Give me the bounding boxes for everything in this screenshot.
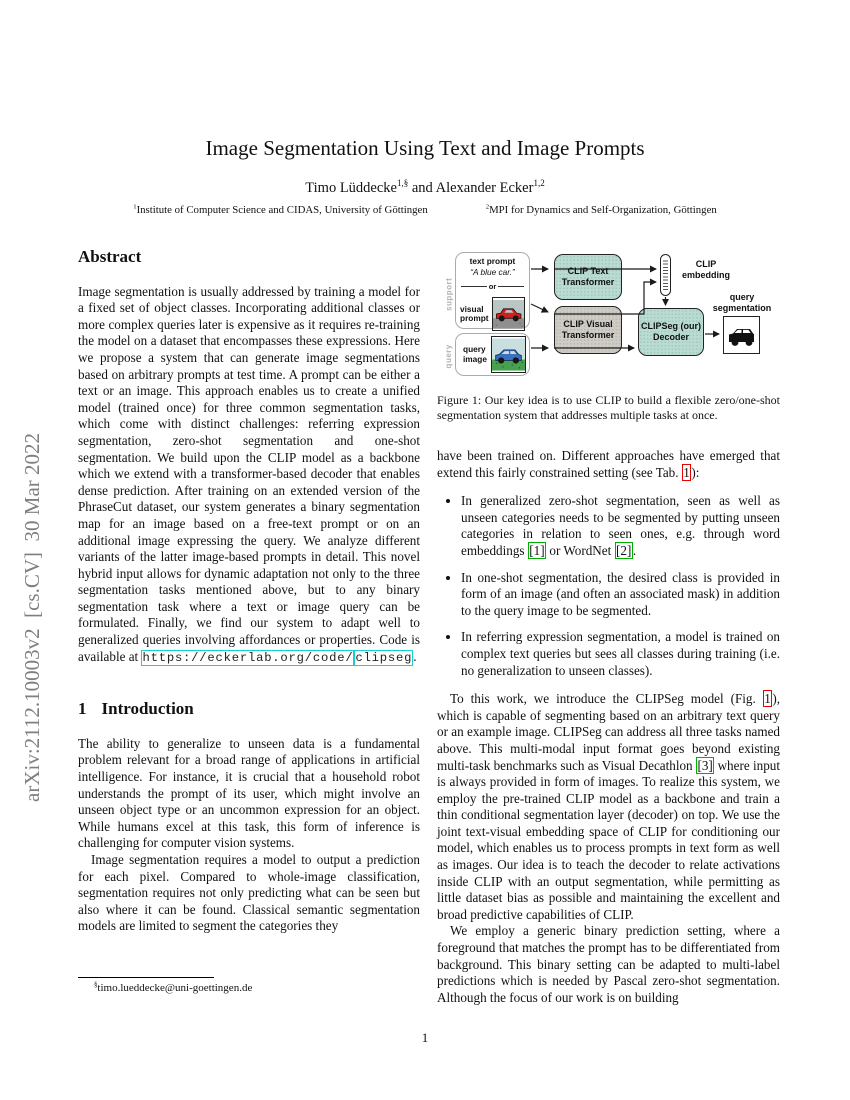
citation-2-link[interactable]: [2] <box>616 542 632 558</box>
decoder-line1: CLIPSeg (our) <box>641 321 701 331</box>
footnote <box>78 977 420 994</box>
figure-1-reference-link[interactable]: 1 <box>764 691 771 707</box>
affiliation-2 <box>486 204 717 216</box>
query-image-line1: query <box>463 344 486 354</box>
abstract-text: Image segmentation is usually addressed by training a model for a fixed set of object classes. Incorporating additional classes or more complex queries later is expensive as it requires re-training the model on a dataset that encompasses these expressions. Here we propose a system that can generate image segmentations based on arbitrary prompts at test time. A prompt can be either a text or an image. This approach enables us to create a unified model (trained once) for three common segmentation tasks, which come with distinct challenges: referring expression segmentation, zero-shot segmentation and one-shot segmentation. We build upon the CLIP model as a backbone which we extend with a transformer-based decoder that enables dense prediction. After training on an extended version of the PhraseCut dataset, our system generates a binary segmentation map for an image based on a free-text prompt or on an additional image expressing the query. We analyze different variants of the latter image-based prompts in detail. This novel hybrid input allows for dynamic adaptation not only to the three segmentation tasks mentioned above, but to any binary segmentation task where a text or image query can be formulated. Finally, we find our system to adapt well to generalized queries involving affordances or properties. Code is available at <box>78 283 420 664</box>
right-paragraph-1 <box>437 448 780 481</box>
affiliations-line <box>0 204 850 216</box>
bullet-zero-shot <box>461 493 780 559</box>
decoder-line2: Decoder <box>652 332 689 342</box>
introduction-heading <box>78 701 420 718</box>
task-bullet-list <box>437 493 780 679</box>
clipseg-decoder-box <box>638 308 704 356</box>
clip-visual-line1: CLIP Visual <box>563 319 613 329</box>
affiliation-2-sup: 2 <box>485 203 490 211</box>
clip-visual-transformer-box <box>554 306 622 354</box>
figure-1-caption: Figure 1: Our key idea is to use CLIP to build a flexible zero/one-shot segmentation system that addresses multiple tasks at once. <box>437 393 780 422</box>
table-1-reference-link[interactable]: 1 <box>683 464 690 480</box>
support-prompt-box <box>455 252 530 329</box>
paper-title: Image Segmentation Using Text and Image Prompts <box>205 136 645 160</box>
abstract-body <box>78 284 420 667</box>
abstract-heading: Abstract <box>78 247 142 266</box>
citation-1-link[interactable]: [1] <box>529 542 545 558</box>
footnote-email[interactable]: timo.lueddecke@uni-goettingen.de <box>97 982 253 994</box>
clip-embedding-label <box>674 259 738 280</box>
seg-label-line1: query <box>729 292 755 302</box>
page-number: 1 <box>421 1030 429 1045</box>
text-prompt-value: “A blue car.” <box>470 266 515 277</box>
citation-3-link[interactable]: [3] <box>697 757 713 773</box>
section-title: Introduction <box>101 699 194 719</box>
right-paragraph-3: We employ a generic binary prediction setting, where a foreground that matches the prompt has to be differentiated from background. This binary setting can be adapted to multi-label predictions which is needed by Pascal zero-shot segmentation. Although the focus of our work is on building <box>437 923 780 1005</box>
rc-p1-text: have been trained on. Different approaches have emerged that extend this fairly constrained setting (see Tab. <box>437 448 780 480</box>
author-2-sup: 1,2 <box>533 178 545 189</box>
author-1: Timo Lüddecke <box>305 180 397 196</box>
query-image-box <box>455 333 530 376</box>
footnote-text <box>78 982 420 994</box>
bullet1-text: In generalized zero-shot segmentation, seen as well as unseen categories needs to be segmented by putting unseen categories in relation to seen ones, e.g. through word embeddings <box>461 493 780 558</box>
abstract-final-period: . <box>413 648 417 664</box>
query-rotated-label: query <box>443 344 453 369</box>
affiliation-2-text: MPI for Dynamics and Self-Organization, Göttingen <box>489 204 717 216</box>
right-column <box>437 248 780 1006</box>
author-2: Alexander Ecker <box>435 180 534 196</box>
affiliation-1 <box>133 204 428 216</box>
author-separator: and <box>408 180 436 196</box>
affiliation-1-text: Institute of Computer Science and CIDAS, University of Göttingen <box>136 204 428 216</box>
clip-embedding-icon <box>660 254 671 296</box>
seg-label-line2: segmentation <box>712 302 772 313</box>
bullet2-text: In one-shot segmentation, the desired class is provided in form of an image (and often an associated mask) in addition to the query image to be segmented. <box>461 569 780 618</box>
section-number: 1 <box>78 699 87 719</box>
clip-text-line1: CLIP Text <box>567 266 609 276</box>
affiliation-1-sup: 1 <box>133 203 137 211</box>
right-paragraph-2 <box>437 691 780 923</box>
intro-paragraph-2: Image segmentation requires a model to output a prediction for each pixel. Compared to whole-image classification, segmentation requires not only predicting what can be seen but also where it can be found. Classical semantic segmentation models are limited to segment the categories they <box>78 852 420 934</box>
or-divider <box>461 279 524 296</box>
or-line-left <box>461 286 487 287</box>
figure-1 <box>442 248 777 380</box>
text-prompt-label: text prompt <box>469 256 516 266</box>
rc-p1-tail: ): <box>691 464 700 480</box>
bullet1-tail: . <box>632 542 637 558</box>
footnote-marker: § <box>94 981 98 989</box>
query-image-line2: image <box>463 353 487 364</box>
clip-text-transformer-box <box>554 254 622 300</box>
or-line-right <box>498 286 524 287</box>
clip-visual-line2: Transformer <box>561 330 615 340</box>
rc-p2-mid: ), which is capable of segmenting based on an arbitrary text query or an example image. CLIPSeg can address all three tasks named above. This multi-modal input format goes beyond existing multi-task benchmarks such as Visual Decathlon <box>437 691 780 773</box>
code-url-link-wrap[interactable]: clipseg <box>355 650 413 665</box>
query-image-label <box>463 345 487 364</box>
visual-prompt-image <box>492 297 525 331</box>
visual-prompt-line2: prompt <box>460 313 489 324</box>
authors-line <box>0 180 850 197</box>
bullet-one-shot <box>461 570 780 620</box>
or-label: or <box>488 281 497 291</box>
bullet-referring-expression <box>461 629 780 679</box>
embedding-line1: CLIP <box>695 259 717 269</box>
rc-p2-text: To this work, we introduce the CLIPSeg model (Fig. <box>450 691 763 707</box>
bullet3-text: In referring expression segmentation, a model is trained on complex text queries but sees all classes during training (i.e. no generalization to unseen classes). <box>461 629 780 678</box>
query-image-thumbnail <box>491 336 526 373</box>
code-url-link[interactable]: https://eckerlab.org/code/ <box>142 650 354 665</box>
author-1-sup: 1,§ <box>397 178 409 189</box>
support-rotated-label: support <box>444 277 454 311</box>
embedding-line2: embedding <box>681 269 730 280</box>
arxiv-watermark: arXiv:2112.10003v2 [cs.CV] 30 Mar 2022 <box>20 432 44 802</box>
segmentation-output-image <box>723 316 760 354</box>
rc-p2-tail: where input is always provided in form of images. To realize this system, we employ the pre-trained CLIP model as a backbone and train a thin conditional segmentation layer (decoder) on top. We use the joint text-visual embedding space of CLIP for conditioning our model, which enables us to process prompts in text form as well as images. Our idea is to teach the decoder to relate activations inside CLIP with an output segmentation, while permitting as little dataset bias as possible and maintaining the excellent and broad predictive capabilities of CLIP. <box>437 757 780 922</box>
visual-prompt-label <box>460 305 489 324</box>
left-column <box>78 247 420 935</box>
intro-paragraph-1: The ability to generalize to unseen data is a fundamental problem relevant for a broad range of applications in artificial intelligence. For instance, it is crucial that a household robot understands the prompt of its user, which might involve an unseen object type or an uncommon expression for an object. While humans excel at this task, this form of inference is challenging for computer vision systems. <box>78 735 420 851</box>
visual-prompt-line1: visual <box>460 303 484 314</box>
clip-text-line2: Transformer <box>561 277 615 287</box>
query-segmentation-label <box>708 292 776 313</box>
bullet1-mid: or WordNet <box>546 542 615 558</box>
footnote-rule <box>78 977 214 978</box>
